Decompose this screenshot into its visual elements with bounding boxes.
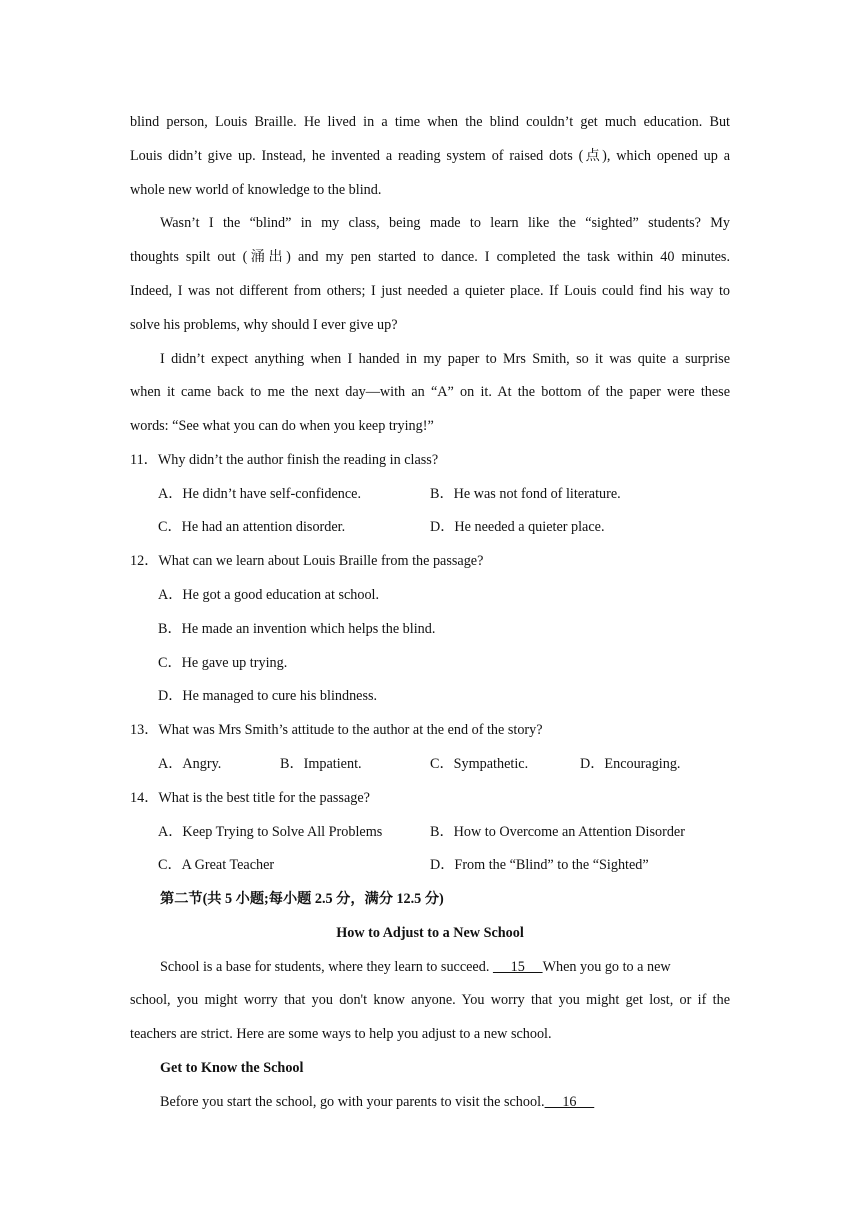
option-12-a: A．He got a good education at school. xyxy=(158,587,380,603)
article-line: teachers are strict. Here are some ways to help you adjust to a new school. xyxy=(130,1026,552,1042)
passage-line: thoughts spilt out (涌出) and my pen started to dance. I completed the task within 40 minutes. xyxy=(130,249,730,265)
option-12-b: B．He made an invention which helps the blind. xyxy=(158,621,436,637)
section-heading: 第二节(共 5 小题;每小题 2.5 分，满分 12.5 分) xyxy=(160,891,444,907)
option-12-c: C．He gave up trying. xyxy=(158,655,288,671)
option-14-a: A．Keep Trying to Solve All Problems xyxy=(158,824,383,840)
option-11-d: D．He needed a quieter place. xyxy=(430,519,605,535)
option-14-c: C．A Great Teacher xyxy=(158,857,275,873)
article-line xyxy=(160,1092,730,1112)
article-text: Before you start the school, go with your parents to visit the school. xyxy=(160,1094,545,1110)
option-13-a: A．Angry. xyxy=(158,756,222,772)
option-14-b: B．How to Overcome an Attention Disorder xyxy=(430,824,685,840)
passage-line: Louis didn’t give up. Instead, he invented a reading system of raised dots (点), which opened up a xyxy=(130,148,730,164)
article-text: When you go to a new xyxy=(542,959,671,975)
option-12-d: D．He managed to cure his blindness. xyxy=(158,688,378,704)
passage-line: blind person, Louis Braille. He lived in a time when the blind couldn’t get much education. But xyxy=(130,114,730,130)
option-11-b: B．He was not fond of literature. xyxy=(430,486,621,502)
blank-15: 15 xyxy=(492,959,543,975)
option-11-a: A．He didn’t have self-confidence. xyxy=(158,486,362,502)
question-stem-12: 12．What can we learn about Louis Braille from the passage? xyxy=(130,553,484,569)
question-stem-11: 11．Why didn’t the author finish the reading in class? xyxy=(130,452,439,468)
option-13-d: D．Encouraging. xyxy=(580,756,681,772)
passage-line: solve his problems, why should I ever give up? xyxy=(130,317,398,333)
article-text: School is a base for students, where they learn to succeed. xyxy=(160,959,490,975)
option-14-d: D．From the “Blind” to the “Sighted” xyxy=(430,857,649,873)
article-subheading: Get to Know the School xyxy=(160,1060,304,1076)
option-11-c: C．He had an attention disorder. xyxy=(158,519,346,535)
article-title: How to Adjust to a New School xyxy=(336,925,524,941)
passage-line: whole new world of knowledge to the blind. xyxy=(130,182,382,198)
passage-line: when it came back to me the next day—with an “A” on it. At the bottom of the paper were these xyxy=(130,384,730,400)
passage-line: I didn’t expect anything when I handed in my paper to Mrs Smith, so it was quite a surprise xyxy=(160,351,730,367)
option-13-b: B．Impatient. xyxy=(280,756,362,772)
article-line: school, you might worry that you don't know anyone. You worry that you might get lost, or if the xyxy=(130,992,730,1008)
question-stem-14: 14．What is the best title for the passage? xyxy=(130,790,370,806)
question-stem-13: 13．What was Mrs Smith’s attitude to the author at the end of the story? xyxy=(130,722,543,738)
article-line xyxy=(160,957,730,977)
passage-line: words: “See what you can do when you keep trying!” xyxy=(130,418,434,434)
blank-16: 16 xyxy=(544,1094,595,1110)
option-13-c: C．Sympathetic. xyxy=(430,756,529,772)
passage-line: Wasn’t I the “blind” in my class, being made to learn like the “sighted” students? My xyxy=(160,215,730,231)
passage-line: Indeed, I was not different from others; I just needed a quieter place. If Louis could find his way to xyxy=(130,283,730,299)
